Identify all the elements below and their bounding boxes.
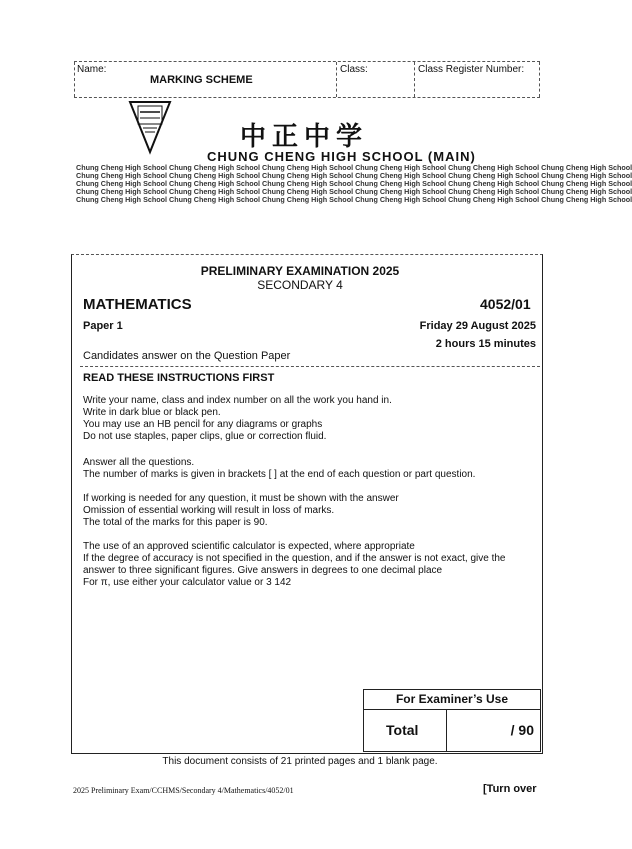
instructions-paragraph-3 bbox=[83, 493, 399, 529]
school-name-chinese: 中正中学 bbox=[240, 122, 369, 152]
exam-level: SECONDARY 4 bbox=[257, 278, 343, 292]
instruction-line: Write your name, class and index number on all the work you hand in. bbox=[83, 395, 392, 406]
footer-reference: 2025 Preliminary Exam/CCHMS/Secondary 4/Mathematics/4052/01 bbox=[73, 786, 294, 795]
header-divider bbox=[414, 62, 415, 97]
instruction-line: The total of the marks for this paper is 90. bbox=[83, 517, 268, 528]
instructions-paragraph-1 bbox=[83, 395, 392, 443]
instruction-line: Do not use staples, paper clips, glue or correction fluid. bbox=[83, 431, 327, 442]
watermark-line: Chung Cheng High School Chung Cheng High School Chung Cheng High School Chung Cheng High School Chung Cheng High School Chung Cheng High School bbox=[76, 195, 632, 204]
school-watermark bbox=[76, 163, 632, 204]
instruction-line: If working is needed for any question, it must be shown with the answer bbox=[83, 493, 399, 504]
exam-title: PRELIMINARY EXAMINATION 2025 bbox=[200, 264, 400, 278]
instruction-line: Omission of essential working will result in loss of marks. bbox=[83, 505, 335, 516]
name-value: MARKING SCHEME bbox=[150, 74, 253, 86]
instruction-line: For π, use either your calculator value or 3 142 bbox=[83, 577, 292, 588]
instruction-line: The use of an approved scientific calculator is expected, where appropriate bbox=[83, 541, 415, 552]
name-label: Name: bbox=[77, 64, 107, 75]
examiner-use-box bbox=[363, 689, 541, 752]
school-name: CHUNG CHENG HIGH SCHOOL (MAIN) bbox=[207, 149, 476, 164]
watermark-line: Chung Cheng High School Chung Cheng High School Chung Cheng High School Chung Cheng High School Chung Cheng High School Chung Cheng High School bbox=[76, 179, 632, 188]
paper-code: 4052/01 bbox=[480, 296, 531, 312]
candidate-header bbox=[74, 61, 540, 98]
total-value: / 90 bbox=[510, 722, 534, 738]
instruction-line: You may use an HB pencil for any diagrams or graphs bbox=[83, 419, 323, 430]
examiner-heading: For Examiner’s Use bbox=[364, 690, 540, 710]
instruction-line: Write in dark blue or black pen. bbox=[83, 407, 221, 418]
header-divider bbox=[336, 62, 337, 97]
total-label: Total bbox=[386, 722, 419, 738]
paper-number: Paper 1 bbox=[83, 320, 123, 332]
instructions-paragraph-4 bbox=[83, 541, 505, 589]
instruction-line: Answer all the questions. bbox=[83, 457, 195, 468]
register-label: Class Register Number: bbox=[418, 64, 525, 75]
header-divider bbox=[74, 62, 75, 97]
subject-title: MATHEMATICS bbox=[83, 296, 192, 313]
class-label: Class: bbox=[340, 64, 368, 75]
exam-duration: 2 hours 15 minutes bbox=[435, 338, 536, 350]
instructions-paragraph-2 bbox=[83, 457, 475, 481]
page-count-note: This document consists of 21 printed pages and 1 blank page. bbox=[162, 756, 438, 767]
exam-date: Friday 29 August 2025 bbox=[419, 320, 536, 332]
watermark-line: Chung Cheng High School Chung Cheng High School Chung Cheng High School Chung Cheng High School Chung Cheng High School Chung Cheng High School bbox=[76, 163, 632, 172]
turn-over: [Turn over bbox=[483, 783, 537, 795]
watermark-line: Chung Cheng High School Chung Cheng High School Chung Cheng High School Chung Cheng High School Chung Cheng High School Chung Cheng High School bbox=[76, 187, 632, 196]
header-divider bbox=[539, 62, 540, 97]
answer-note: Candidates answer on the Question Paper bbox=[83, 350, 291, 362]
divider bbox=[80, 366, 540, 367]
instruction-line: answer to three significant figures. Give answers in degrees to one decimal place bbox=[83, 565, 443, 576]
instruction-line: If the degree of accuracy is not specified in the question, and if the answer is not exact, give the bbox=[83, 553, 506, 564]
instructions-heading: READ THESE INSTRUCTIONS FIRST bbox=[83, 372, 275, 384]
instruction-line: The number of marks is given in brackets [ ] at the end of each question or part question. bbox=[83, 469, 476, 480]
school-crest-icon bbox=[128, 100, 172, 154]
watermark-line: Chung Cheng High School Chung Cheng High School Chung Cheng High School Chung Cheng High School Chung Cheng High School Chung Cheng High School bbox=[76, 171, 632, 180]
